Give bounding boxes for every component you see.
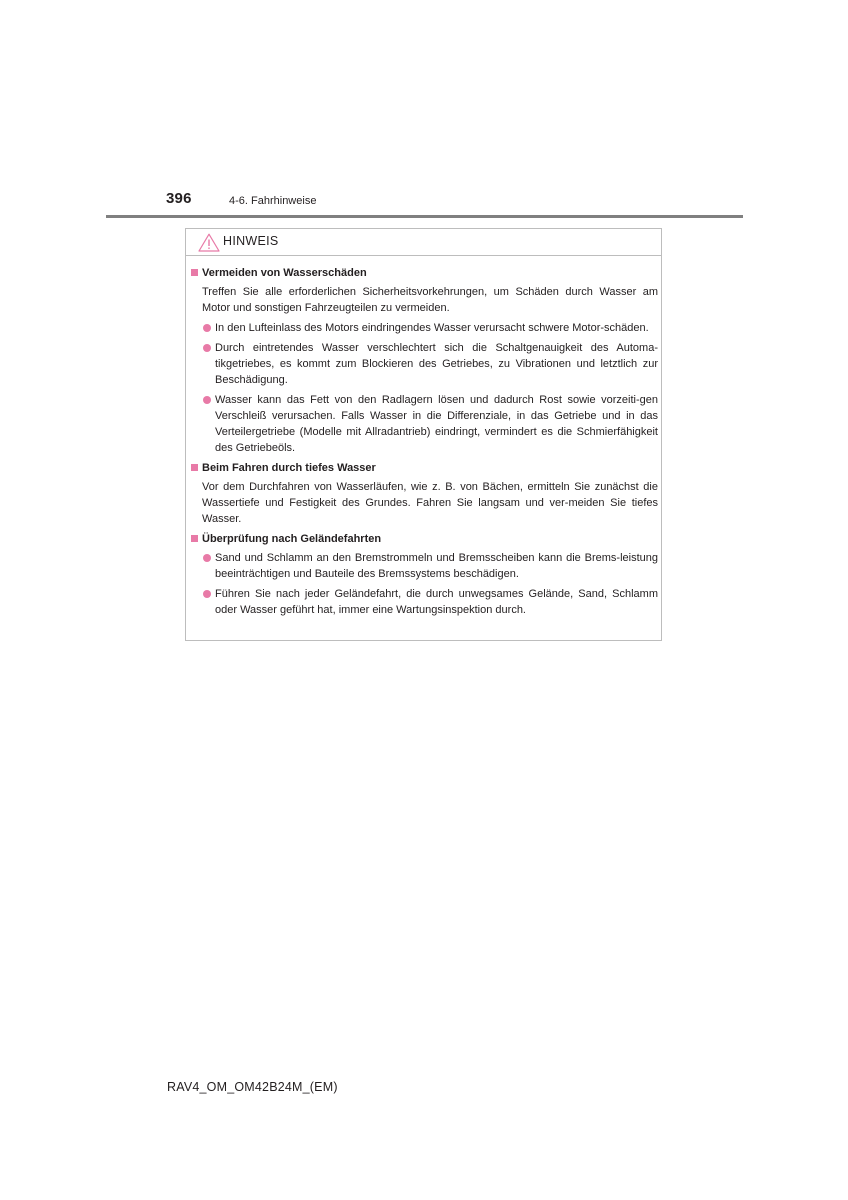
square-bullet-icon [191, 269, 198, 276]
notice-box [185, 228, 662, 641]
header-rule [106, 215, 743, 218]
round-bullet-icon [203, 590, 211, 598]
block-heading-water-damage: Vermeiden von Wasserschäden [190, 265, 658, 281]
block-heading-deep-water: Beim Fahren durch tiefes Wasser [190, 460, 658, 476]
round-bullet-icon [203, 554, 211, 562]
notice-header [186, 229, 661, 256]
list-item: Wasser kann das Fett von den Radlagern lösen und dadurch Rost sowie vorzeiti-gen Verschleiß verursachen. Falls Wasser in die Differenziale, in das Getriebe und in das Verteilergetriebe (Modelle mit Allradantrieb) eindringt, vermindert es die Schmierfähigkeit des Getriebeöls. [190, 392, 658, 456]
page-number: 396 [166, 190, 192, 207]
notice-title: HINWEIS [223, 234, 279, 248]
list-item: Führen Sie nach jeder Geländefahrt, die durch unwegsames Gelände, Sand, Schlamm oder Wasser geführt hat, immer eine Wartungsinspektion durch. [190, 586, 658, 618]
paragraph: Vor dem Durchfahren von Wasserläufen, wie z. B. von Bächen, ermitteln Sie zunächst die Wassertiefe und Festigkeit des Grundes. Fahren Sie langsam und ver-meiden Sie tiefes Wasser. [202, 481, 658, 525]
square-bullet-icon [191, 464, 198, 471]
section-title: 4-6. Fahrhinweise [229, 195, 317, 207]
list-item: In den Lufteinlass des Motors eindringendes Wasser verursacht schwere Motor-schäden. [190, 320, 658, 336]
notice-body [190, 265, 658, 622]
block-heading-offroad-check: Überprüfung nach Geländefahrten [190, 531, 658, 547]
footer-doc-code: RAV4_OM_OM42B24M_(EM) [167, 1080, 338, 1094]
round-bullet-icon [203, 396, 211, 404]
list-item: Durch eintretendes Wasser verschlechtert sich die Schaltgenauigkeit des Automa-tikgetriebes, es kommt zum Blockieren des Getriebes, zu Vibrationen und letztlich zur Beschädigung. [190, 340, 658, 388]
warning-triangle-icon [198, 233, 220, 252]
paragraph: Treffen Sie alle erforderlichen Sicherheitsvorkehrungen, um Schäden durch Wasser am Motor und sonstigen Fahrzeugteilen zu vermeiden. [202, 286, 658, 314]
round-bullet-icon [203, 324, 211, 332]
round-bullet-icon [203, 344, 211, 352]
list-item: Sand und Schlamm an den Bremstrommeln und Bremsscheiben kann die Brems-leistung beeinträchtigen und Bauteile des Bremssystems beschädigen. [190, 550, 658, 582]
square-bullet-icon [191, 535, 198, 542]
